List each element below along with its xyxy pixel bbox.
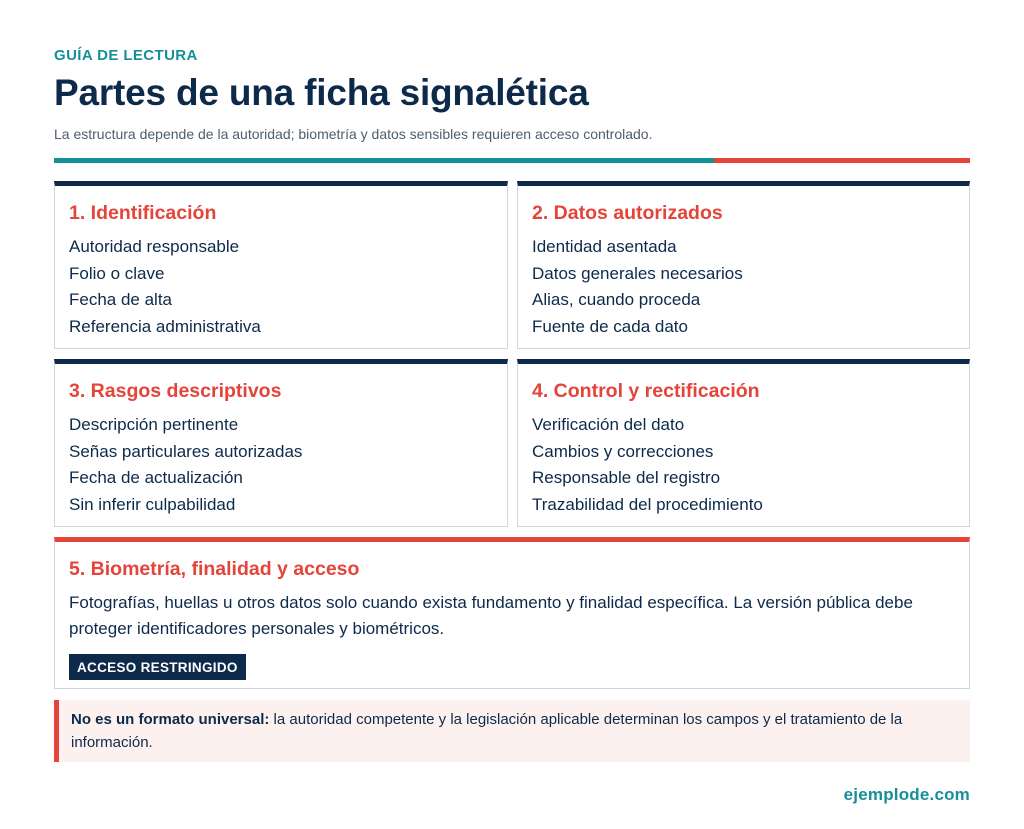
divider-teal-segment [54,158,714,163]
card-list [69,234,493,340]
list-item: Identidad asentada [532,237,677,256]
list-item: Referencia administrativa [69,316,261,336]
card-biometria [54,537,970,689]
list-item: Sin inferir culpabilidad [69,494,236,514]
kicker-label: GUÍA DE LECTURA [54,47,198,64]
card-datos-autorizados [517,181,970,349]
page-title: Partes de una ficha signalética [54,72,589,113]
card-title: 3. Rasgos descriptivos [69,380,282,402]
list-item: Cambios y correcciones [532,441,714,461]
list-item: Autoridad responsable [69,237,240,256]
list-item: Fecha de actualización [69,468,243,487]
note-text: la autoridad competente y la legislación aplicable determinan los campos y el tratamiento de la información. [71,711,903,751]
card-list [532,412,955,518]
list-item: Alias, cuando proceda [532,290,701,309]
card-list [69,412,493,518]
card-rasgos-descriptivos [54,359,508,527]
card-title: 2. Datos autorizados [532,202,723,224]
card-paragraph: Fotografías, huellas u otros datos solo cuando exista fundamento y finalidad específica. La versión pública debe proteger identificadores personales y biométricos. [69,593,913,638]
card-list [532,234,955,340]
list-item: Descripción pertinente [69,415,239,434]
page-subtitle: La estructura depende de la autoridad; biometría y datos sensibles requieren acceso controlado. [54,126,653,142]
card-title: 1. Identificación [69,202,217,224]
list-item: Trazabilidad del procedimiento [532,494,763,514]
list-item: Responsable del registro [532,468,721,487]
disclaimer-note [54,700,970,762]
card-title: 4. Control y rectificación [532,380,760,402]
card-identificacion [54,181,508,349]
brand-link[interactable]: ejemplode.com [843,785,970,804]
list-item: Datos generales necesarios [532,263,743,283]
note-lead: No es un formato universal: [71,711,270,728]
list-item: Folio o clave [69,263,165,283]
divider-red-segment [714,158,970,163]
restricted-access-badge: ACCESO RESTRINGIDO [69,654,246,680]
card-title: 5. Biometría, finalidad y acceso [69,558,360,580]
list-item: Fecha de alta [69,290,173,309]
list-item: Señas particulares autorizadas [69,441,303,461]
header-divider [54,158,970,163]
card-control-rectificacion [517,359,970,527]
list-item: Verificación del dato [532,415,685,434]
list-item: Fuente de cada dato [532,316,688,336]
